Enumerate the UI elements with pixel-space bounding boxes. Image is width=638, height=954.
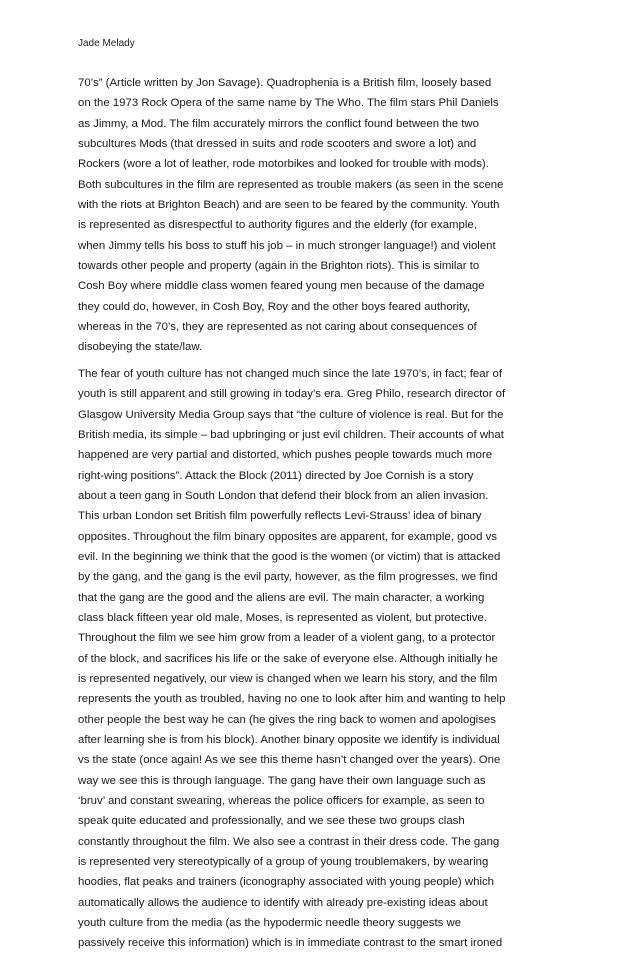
text-line: that the gang are the good and the aliens are evil. The main character, a working: [78, 591, 485, 604]
text-line: hoodies, flat peaks and trainers (iconography associated with young people) which: [78, 876, 495, 889]
text-line: on the 1973 Rock Opera of the same name by The Who. The film stars Phil Daniels: [78, 97, 499, 110]
text-line: constantly throughout the film. We also see a contrast in their dress code. The gang: [78, 835, 500, 848]
text-line: 70’s” (Article written by Jon Savage). Quadrophenia is a British film, loosely based: [78, 77, 492, 89]
text-line: passively receive this information) which is in immediate contrast to the smart ironed: [78, 937, 503, 950]
text-line: opposites. Throughout the film binary opposites are apparent, for example, good vs: [78, 530, 497, 543]
text-line: way we see this is through language. The gang have their own language such as: [78, 774, 486, 787]
text-line: is represented very stereotypically of a group of young troublemakers, by wearing: [78, 856, 489, 869]
text-line: class black fifteen year old male, Moses, is represented as violent, but protective.: [78, 611, 487, 624]
text-line: Throughout the film we see him grow from a leader of a violent gang, to a protector: [78, 632, 496, 645]
text-line: evil. In the beginning we think that the good is the women (or victim) that is attacked: [78, 550, 501, 563]
text-line: The fear of youth culture has not changed much since the late 1970’s, in fact; fear of: [78, 367, 503, 380]
text-line: youth is still apparent and still growing in today’s era. Greg Philo, research director of: [78, 388, 506, 401]
text-line: represents the youth as troubled, having no one to look after him and wanting to help: [78, 693, 506, 706]
text-line: with the riots at Brighton Beach) and are seen to be feared by the community. Youth: [78, 199, 500, 212]
text-line: speak quite educated and professionally, and we see these two groups clash: [78, 815, 465, 828]
text-line: Both subcultures in the film are represented as trouble makers (as seen in the scene: [78, 178, 504, 191]
text-line: they could do, however, in Cosh Boy, Roy and the other boys feared authority,: [78, 300, 471, 313]
text-line: automatically allows the audience to identify with already pre-existing ideas about: [78, 896, 488, 909]
text-line: whereas in the 70’s, they are represented as not caring about consequences of: [78, 321, 477, 334]
text-line: British media, its simple – bad upbringing or just evil children. Their accounts of what: [78, 428, 504, 441]
text-line: happened are very partial and distorted, which pushes people towards much more: [78, 449, 493, 462]
text-line: youth culture from the media (as the hypodermic needle theory suggests we: [78, 917, 462, 930]
text-line: right-wing positions”. Attack the Block (2011) directed by Joe Cornish is a story: [78, 469, 474, 482]
text-line: as Jimmy, a Mod. The film accurately mirrors the conflict found between the two: [78, 117, 479, 130]
text-line: is represented negatively, our view is changed when we learn his story, and the film: [78, 672, 498, 685]
text-line: when Jimmy tells his boss to stuff his job – in much stronger language!) and violent: [78, 239, 496, 252]
text-line: after learning she is from his block). Another binary opposite we identify is individual: [78, 734, 500, 746]
text-line: This urban London set British film powerfully reflects Levi-Strauss’ idea of binary: [78, 510, 482, 523]
text-line: ‘bruv’ and constant swearing, whereas the police officers for example, as seen to: [78, 795, 485, 808]
text-line: Glasgow University Media Group says that “the culture of violence is real. But for the: [78, 408, 504, 421]
text-line: disobeying the state/law.: [78, 341, 203, 354]
text-line: towards other people and property (again in the Brighton riots). This is similar to: [78, 260, 480, 273]
text-line: subcultures Mods (that dressed in suits and rode scooters and swore a lot) and: [78, 138, 477, 151]
text-line: vs the state (once again! As we see this theme hasn’t changed over the years). One: [78, 754, 501, 767]
paragraph-1: [78, 73, 578, 358]
text-line: other people the best way he can (he gives the ring back to women and apologises: [78, 713, 496, 726]
header-author-name: Jade Melady: [78, 38, 135, 49]
paragraph-2: [78, 364, 578, 954]
document-body: [78, 73, 578, 954]
text-line: about a teen gang in South London that defend their block from an alien invasion.: [78, 489, 489, 502]
text-line: Rockers (wore a lot of leather, rode motorbikes and looked for trouble with mods).: [78, 158, 489, 171]
text-line: Cosh Boy where middle class women feared young men because of the damage: [78, 280, 485, 293]
text-line: is represented as disrespectful to authority figures and the elderly (for example,: [78, 219, 477, 232]
text-line: by the gang, and the gang is the evil party, however, as the film progresses, we find: [78, 571, 498, 584]
text-line: of the block, and sacrifices his life or the sake of everyone else. Although initially he: [78, 652, 498, 665]
